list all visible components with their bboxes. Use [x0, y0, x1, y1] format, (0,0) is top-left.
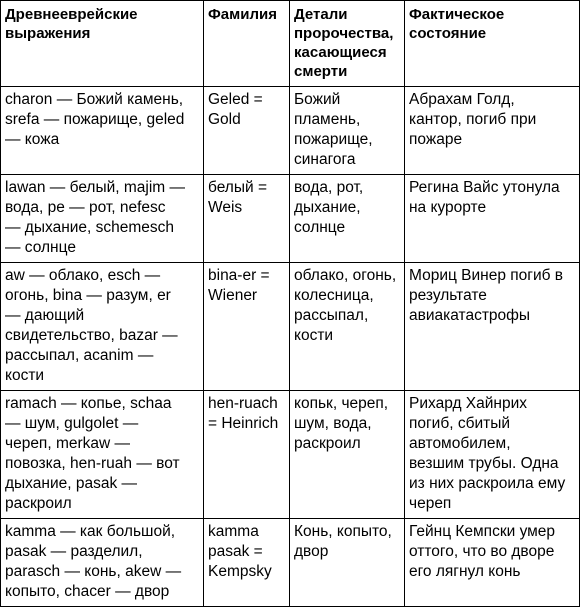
cell-actual-state: Абрахам Голд, кантор, погиб при пожаре	[405, 87, 580, 175]
cell-hebrew-expressions: lawan — белый, majim — вода, pe — рот, nefesc — дыхание, schemesch — солнце	[1, 175, 204, 263]
cell-surname: kamma pasak = Kempsky	[204, 519, 290, 607]
cell-prophecy-details: Божий пламень, пожарище, синагога	[290, 87, 405, 175]
cell-surname: белый = Weis	[204, 175, 290, 263]
cell-actual-state: Гейнц Кемпски умер оттого, что во дворе его лягнул конь	[405, 519, 580, 607]
cell-surname: bina-er = Wiener	[204, 263, 290, 391]
table-header-row	[1, 1, 580, 87]
table-row	[1, 263, 580, 391]
table-row	[1, 519, 580, 607]
cell-actual-state: Мориц Винер погиб в результате авиакатастрофы	[405, 263, 580, 391]
cell-actual-state: Рихард Хайнрих погиб, сбитый автомобилем, везшим трубы. Одна из них раскроила ему череп	[405, 391, 580, 519]
cell-prophecy-details: вода, рот, дыхание, солнце	[290, 175, 405, 263]
cell-surname: hen-ruach = Heinrich	[204, 391, 290, 519]
header-actual-state: Фактическое состояние	[405, 1, 580, 87]
cell-prophecy-details: Конь, копыто, двор	[290, 519, 405, 607]
cell-actual-state: Регина Вайс утонула на курорте	[405, 175, 580, 263]
table-row	[1, 87, 580, 175]
header-surname: Фамилия	[204, 1, 290, 87]
table-row	[1, 391, 580, 519]
header-prophecy-details: Детали пророчества, касающиеся смерти	[290, 1, 405, 87]
table-row	[1, 175, 580, 263]
cell-prophecy-details: копьк, череп, шум, вода, раскроил	[290, 391, 405, 519]
cell-surname: Geled = Gold	[204, 87, 290, 175]
cell-hebrew-expressions: charon — Божий камень, srefa — пожарище, geled — кожа	[1, 87, 204, 175]
cell-hebrew-expressions: ramach — копье, schaa — шум, gulgolet — череп, merkaw — повозка, hen-ruah — вот дыхание, pasak — раскроил	[1, 391, 204, 519]
cell-hebrew-expressions: aw — облако, esch — огонь, bina — разум, er — дающий свидетельство, bazar — рассыпал, acanim — кости	[1, 263, 204, 391]
cell-prophecy-details: облако, огонь, колесница, рассыпал, кости	[290, 263, 405, 391]
cell-hebrew-expressions: kamma — как большой, pasak — разделил, parasch — конь, akew — копыто, chacer — двор	[1, 519, 204, 607]
header-hebrew-expressions: Древнееврейские выражения	[1, 1, 204, 87]
